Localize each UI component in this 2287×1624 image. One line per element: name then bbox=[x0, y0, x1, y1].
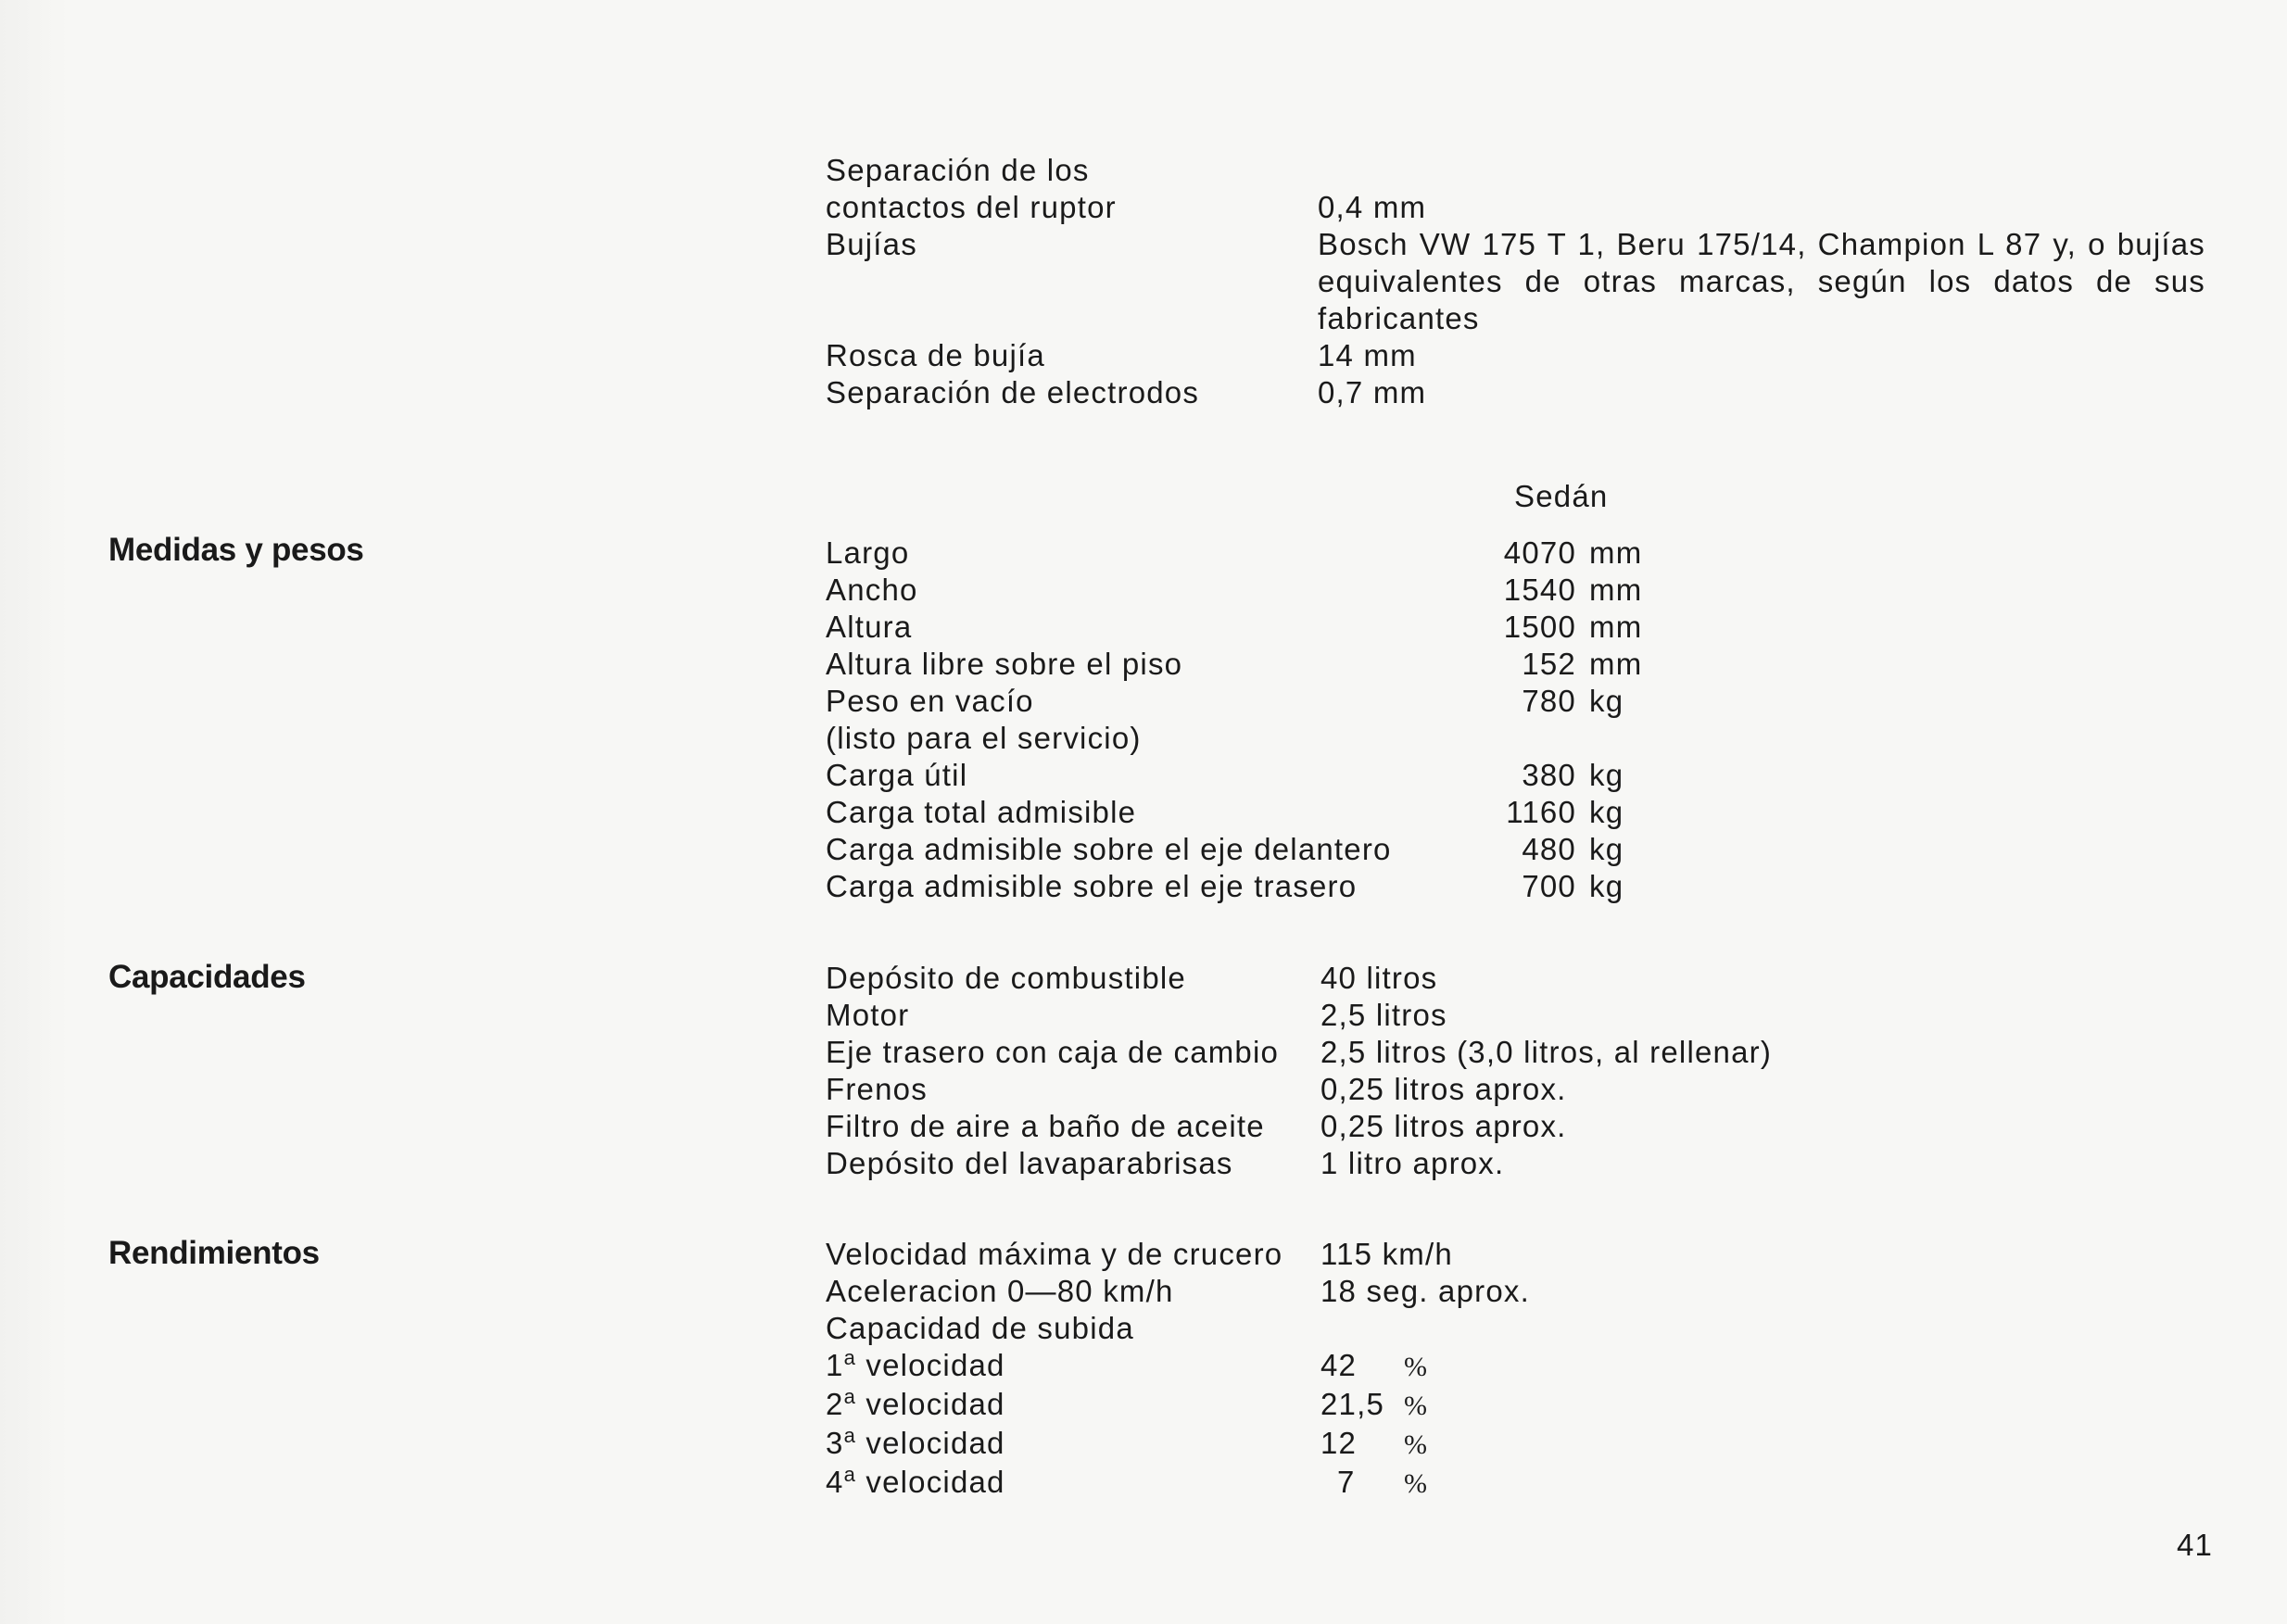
table-row: Velocidad máxima y de crucero 115 km/h bbox=[826, 1237, 1453, 1271]
column-header-sedan: Sedán bbox=[1514, 479, 1609, 513]
table-row: 3$^a$ velocidad 12 % bbox=[826, 1424, 1429, 1460]
table-row: (listo para el servicio) bbox=[826, 721, 1142, 755]
table-row: Carga total admisible 1160 kg bbox=[826, 795, 1624, 829]
label-spark-plugs: Bujías bbox=[826, 227, 917, 261]
table-row: Peso en vacío 780 kg bbox=[826, 684, 1624, 718]
table-row: Frenos 0,25 litros aprox. bbox=[826, 1072, 1567, 1106]
heading-dimensions: Medidas y pesos bbox=[108, 532, 364, 568]
value-plug-thread: 14 mm bbox=[1318, 338, 1417, 372]
table-row: Motor 2,5 litros bbox=[826, 998, 1447, 1032]
table-row: Eje trasero con caja de cambio 2,5 litros (3,0 litros, al rellenar) bbox=[826, 1035, 1773, 1069]
label-plug-thread: Rosca de bujía bbox=[826, 338, 1045, 372]
table-row: 4$^a$ velocidad 7 % bbox=[826, 1463, 1429, 1499]
label-breaker-gap: Separación de los contactos del ruptor bbox=[826, 153, 1117, 224]
heading-performance: Rendimientos bbox=[108, 1235, 320, 1271]
table-row: Aceleracion 0—80 km/h 18 seg. aprox. bbox=[826, 1274, 1530, 1308]
table-row: Capacidad de subida bbox=[826, 1311, 1134, 1345]
performance-table bbox=[826, 1236, 1938, 1503]
table-row: Carga útil 380 kg bbox=[826, 758, 1624, 792]
page-number: 41 bbox=[2177, 1528, 2214, 1562]
value-electrode-gap: 0,7 mm bbox=[1318, 375, 1427, 409]
table-row: Filtro de aire a baño de aceite 0,25 litros aprox. bbox=[826, 1109, 1567, 1143]
table-row: Carga admisible sobre el eje trasero 700 kg bbox=[826, 869, 1624, 903]
table-row: Carga admisible sobre el eje delantero 480 kg bbox=[826, 832, 1624, 866]
table-row: Depósito de combustible 40 litros bbox=[826, 961, 1438, 995]
table-row: Depósito del lavaparabrisas 1 litro aprox. bbox=[826, 1146, 1505, 1180]
capacities-table bbox=[826, 960, 1938, 1182]
table-row: Ancho 1540 mm bbox=[826, 573, 1643, 607]
label-electrode-gap: Separación de electrodos bbox=[826, 375, 1200, 409]
table-row: Altura 1500 mm bbox=[826, 610, 1643, 644]
heading-capacities: Capacidades bbox=[108, 959, 306, 995]
table-row: 2$^a$ velocidad 21,5 % bbox=[826, 1385, 1429, 1421]
dimensions-table bbox=[826, 535, 1752, 905]
table-row: Largo 4070 mm bbox=[826, 535, 1643, 570]
table-row: Altura libre sobre el piso 152 mm bbox=[826, 647, 1643, 681]
value-spark-plugs: Bosch VW 175 T 1, Beru 175/14, Champion L 87 y, o bujías equivalentes de otras marcas, según los datos de sus fabricantes bbox=[1318, 227, 2205, 335]
value-breaker-gap: 0,4 mm bbox=[1318, 190, 1427, 224]
table-row: 1$^a$ velocidad 42 % bbox=[826, 1346, 1429, 1382]
